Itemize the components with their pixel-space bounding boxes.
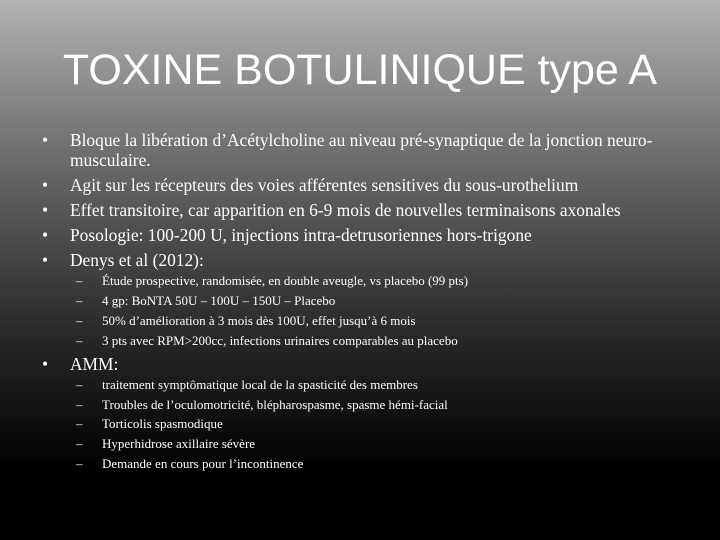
sub-bullet-item bbox=[70, 377, 700, 393]
bullet-text: Effet transitoire, car apparition en 6-9 mois de nouvelles terminaisons axonales bbox=[70, 200, 621, 220]
sub-bullet-text: 3 pts avec RPM>200cc, infections urinaires comparables au placebo bbox=[102, 332, 458, 348]
bullet-list bbox=[40, 130, 700, 472]
dash-icon: – bbox=[76, 292, 83, 308]
bullet-icon: • bbox=[42, 130, 49, 150]
sub-bullet-text: 4 gp: BoNTA 50U – 100U – 150U – Placebo bbox=[102, 292, 336, 308]
sub-bullet-item bbox=[70, 436, 700, 452]
dash-icon: – bbox=[76, 416, 83, 432]
sub-bullet-item bbox=[70, 293, 700, 309]
sub-bullet-text: Troubles de l’oculomotricité, blépharospasme, spasme hémi-facial bbox=[102, 396, 448, 412]
sub-bullet-text: 50% d’amélioration à 3 mois dès 100U, effet jusqu’à 6 mois bbox=[102, 312, 416, 328]
bullet-text: Agit sur les récepteurs des voies afférentes sensitives du sous-urothelium bbox=[70, 175, 579, 195]
dash-icon: – bbox=[76, 396, 83, 412]
sub-bullet-item bbox=[70, 313, 700, 329]
sub-bullet-list bbox=[70, 273, 700, 349]
bullet-item bbox=[40, 130, 700, 170]
bullet-icon: • bbox=[42, 353, 49, 374]
sub-bullet-item bbox=[70, 273, 700, 289]
sub-bullet-text: Étude prospective, randomisée, en double aveugle, vs placebo (99 pts) bbox=[102, 273, 469, 288]
bullet-item bbox=[40, 200, 700, 220]
dash-icon: – bbox=[76, 332, 83, 348]
sub-bullet-item bbox=[70, 456, 700, 472]
bullet-icon: • bbox=[42, 225, 49, 245]
dash-icon: – bbox=[76, 436, 83, 452]
bullet-icon: • bbox=[42, 175, 49, 195]
bullet-item bbox=[40, 354, 700, 473]
dash-icon: – bbox=[76, 456, 83, 472]
sub-bullet-list bbox=[70, 377, 700, 473]
sub-bullet-item bbox=[70, 416, 700, 432]
slide-content bbox=[40, 130, 700, 477]
bullet-item bbox=[40, 250, 700, 349]
sub-bullet-item bbox=[70, 333, 700, 349]
bullet-icon: • bbox=[42, 200, 49, 220]
dash-icon: – bbox=[76, 273, 83, 288]
dash-icon: – bbox=[76, 376, 83, 392]
sub-bullet-text: traitement symptômatique local de la spasticité des membres bbox=[102, 376, 418, 392]
sub-bullet-text: Hyperhidrose axillaire sévère bbox=[102, 436, 256, 452]
bullet-text: Denys et al (2012): bbox=[70, 250, 204, 270]
bullet-icon: • bbox=[42, 250, 49, 270]
bullet-text: AMM: bbox=[70, 353, 119, 374]
bullet-text: Posologie: 100-200 U, injections intra-detrusoriennes hors-trigone bbox=[70, 225, 532, 245]
bullet-text: Bloque la libération d’Acétylcholine au niveau pré-synaptique de la jonction neuro-musculaire. bbox=[70, 130, 653, 170]
bullet-item bbox=[40, 225, 700, 245]
sub-bullet-item bbox=[70, 397, 700, 413]
sub-bullet-text: Torticolis spasmodique bbox=[102, 416, 223, 432]
slide-title: TOXINE BOTULINIQUE type A bbox=[62, 46, 658, 94]
sub-bullet-text: Demande en cours pour l’incontinence bbox=[102, 456, 304, 472]
bullet-item bbox=[40, 175, 700, 195]
dash-icon: – bbox=[76, 312, 83, 328]
